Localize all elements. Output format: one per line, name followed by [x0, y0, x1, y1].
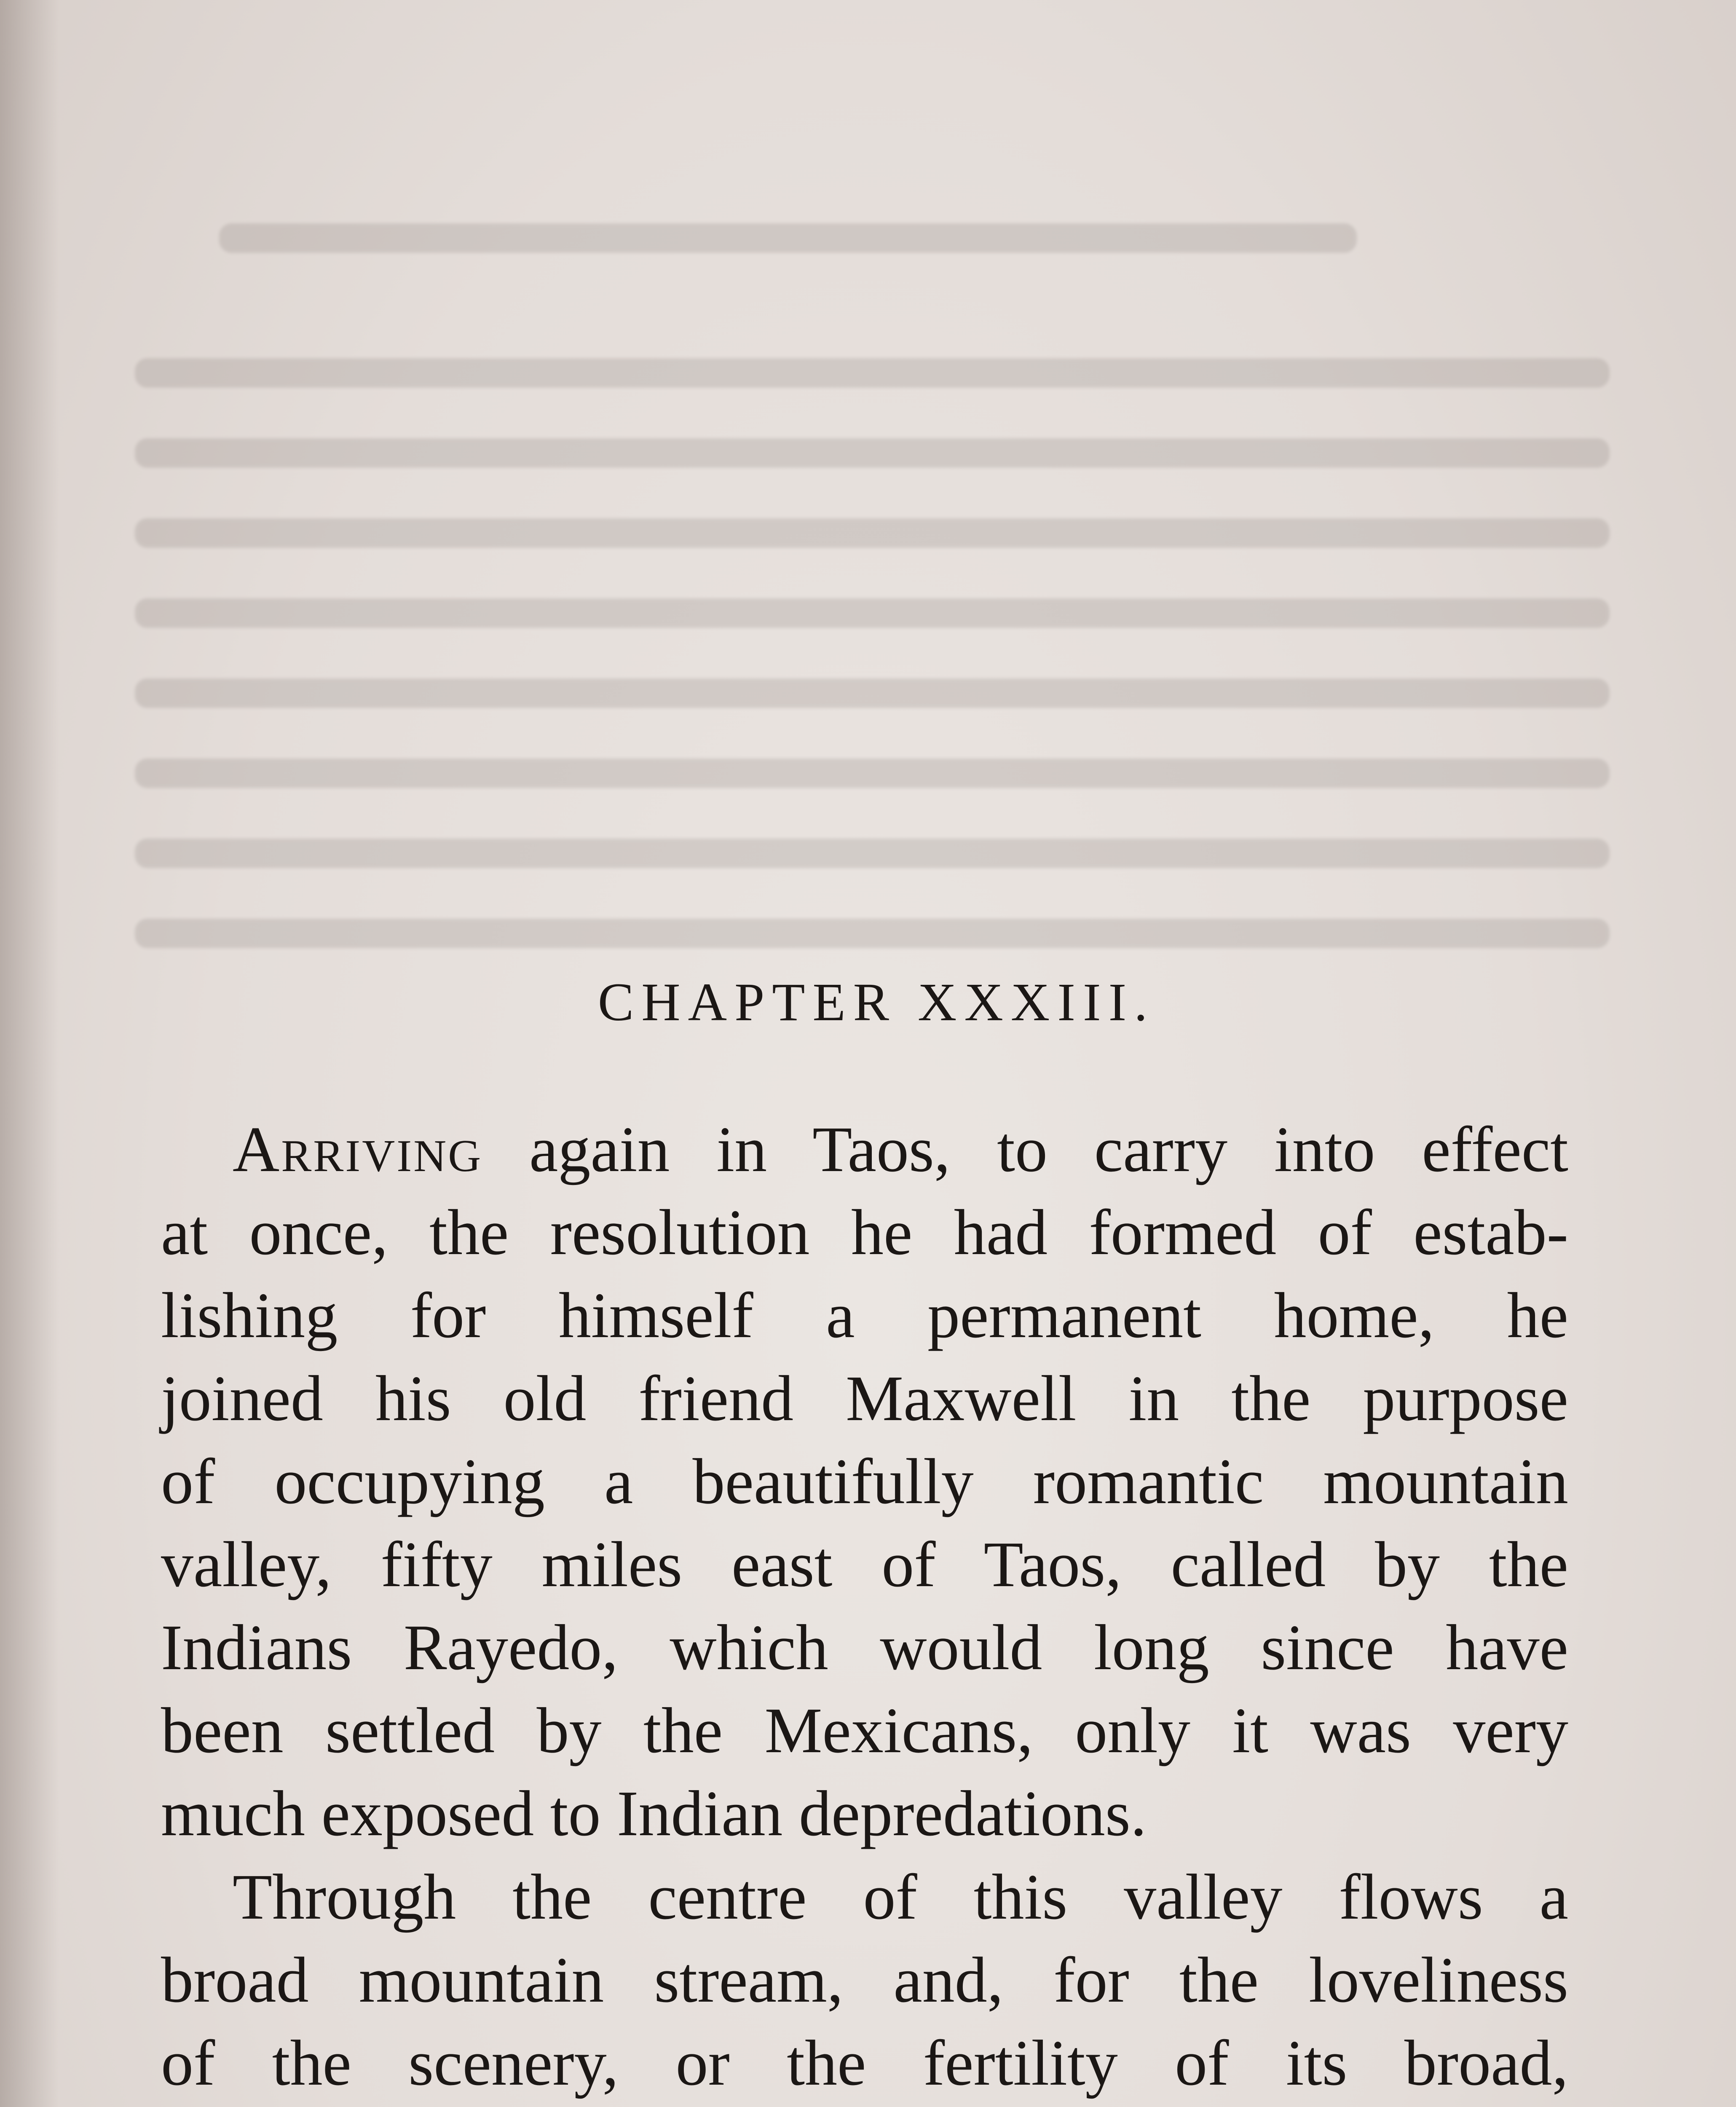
paragraph-line: of occupying a beautifully romantic mountain — [161, 1446, 1568, 1517]
paragraph-1 — [161, 1108, 1568, 1855]
chapter-title: CHAPTER XXXIII. — [597, 972, 1155, 1032]
paragraph-line: lishing for himself a permanent home, he — [161, 1280, 1568, 1351]
paragraph-line: valley, fifty miles east of Taos, called by the — [161, 1529, 1568, 1600]
paragraph-line: joined his old friend Maxwell in the purpose — [161, 1363, 1568, 1434]
paragraph-line: much exposed to Indian depredations. — [161, 1778, 1147, 1850]
paragraph-line: at once, the resolution he had formed of estab- — [161, 1197, 1568, 1268]
paragraph-line: been settled by the Mexicans, only it was very — [161, 1695, 1568, 1767]
paragraph-line: Through the centre of this valley flows a — [233, 1861, 1568, 1933]
paragraph-line-text: again in Taos, to carry into effect — [482, 1114, 1568, 1185]
paragraph-line: of the scenery, or the fertility of its broad, — [161, 2027, 1568, 2099]
paragraph-2 — [161, 1856, 1568, 2107]
paragraph-line — [161, 2105, 1568, 2107]
paragraph-line: Indians Rayedo, which would long since have — [161, 1612, 1568, 1683]
drop-word: Arriving — [233, 1114, 483, 1185]
paragraph-line: broad mountain stream, and, for the loveliness — [161, 1944, 1568, 2016]
paragraph-line — [161, 1108, 1568, 1191]
show-through-text — [0, 0, 1736, 969]
